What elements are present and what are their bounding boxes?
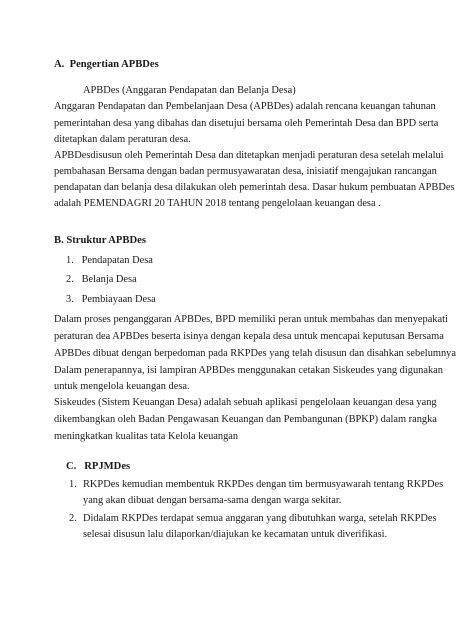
section-b-paragraph-1-line-5: untuk mengelola keuangan desa. [54, 381, 190, 392]
section-c-item-1-line-2: yang akan dibuat dengan bersama-sama dengan warga sekitar. [83, 495, 342, 506]
section-b-list-item-3: 3. Pembiayaan Desa [66, 294, 156, 305]
section-b-list-item-2: 2. Belanja Desa [66, 274, 137, 285]
section-b-paragraph-1-line-3: APBDes dibuat dengan berpedoman pada RKPDes yang telah disusun dan disahkan sebelumnya [54, 348, 456, 359]
section-a-heading: A. Pengertian APBDes [54, 59, 159, 70]
section-a-paragraph-1-line-1: Anggaran Pendapatan dan Pembelanjaan Desa (APBDes) adalah rencana keuangan tahunan [54, 101, 436, 112]
section-a-subtitle: APBDes (Anggaran Pendapatan dan Belanja Desa) [83, 85, 296, 96]
section-a-paragraph-2-line-4: adalah PEMENDAGRI 20 TAHUN 2018 tentang pengelolaan keuangan desa . [54, 198, 381, 209]
section-c-item-2-number: 2. [69, 513, 77, 524]
section-c-item-1-number: 1. [69, 479, 77, 490]
section-c-item-2-line-1: Didalam RKPDes terdapat semua anggaran yang dibutuhkan warga, setelah RKPDes [83, 513, 437, 524]
section-a-paragraph-2-line-2: pembahasan Bersama dengan badan permusyawaratan desa, inisiatif mengajukan rancangan [54, 166, 437, 177]
section-b-paragraph-2-line-2: dikembangkan oleh Badan Pengawasan Keuangan dan Pembangunan (BPKP) dalam rangka [54, 414, 437, 425]
section-b-paragraph-1-line-4: Dalam penerapannya, isi lampiran APBDes menggunakan cetakan Siskeudes yang digunakan [54, 365, 443, 376]
section-a-paragraph-1-line-3: ditetapkan dalam peraturan desa. [54, 134, 191, 145]
section-b-paragraph-2-line-1: Siskeudes (Sistem Keuangan Desa) adalah sebuah aplikasi pengelolaan keuangan desa yang [54, 397, 437, 408]
section-b-paragraph-1-line-1: Dalam proses penganggaran APBDes, BPD memiliki peran untuk membahas dan menyepakati [54, 314, 448, 325]
section-a-paragraph-1-line-2: pemerintahan desa yang dibahas dan disetujui bersama oleh Pemerintah Desa dan BPD serta [54, 118, 439, 129]
section-a-paragraph-2-line-3: pendapatan dan belanja desa dilakukan oleh pemerintah desa. Dasar hukum pembuatan APBDes [54, 182, 455, 193]
section-b-heading: B. Struktur APBDes [54, 235, 146, 246]
section-c-item-1-line-1: RKPDes kemudian membentuk RKPDes dengan tim bermusyawarah tentang RKPDes [83, 479, 444, 490]
section-c-item-2-line-2: selesai disusun lalu dilaporkan/diajukan ke kecamatan untuk diverifikasi. [83, 529, 388, 540]
section-b-paragraph-2-line-3: meningkatkan kualitas tata Kelola keuangan [54, 431, 239, 442]
section-b-list-item-1: 1. Pendapatan Desa [66, 255, 153, 266]
section-c-heading: C. RPJMDes [66, 461, 131, 472]
section-a-paragraph-2-line-1: APBDesdisusun oleh Pemerintah Desa dan ditetapkan menjadi peraturan desa setelah melalui [54, 150, 444, 161]
section-b-paragraph-1-line-2: peraturan dea APBDes beserta isinya dengan kepala desa untuk mencapai keputusan Bersama [54, 331, 444, 342]
